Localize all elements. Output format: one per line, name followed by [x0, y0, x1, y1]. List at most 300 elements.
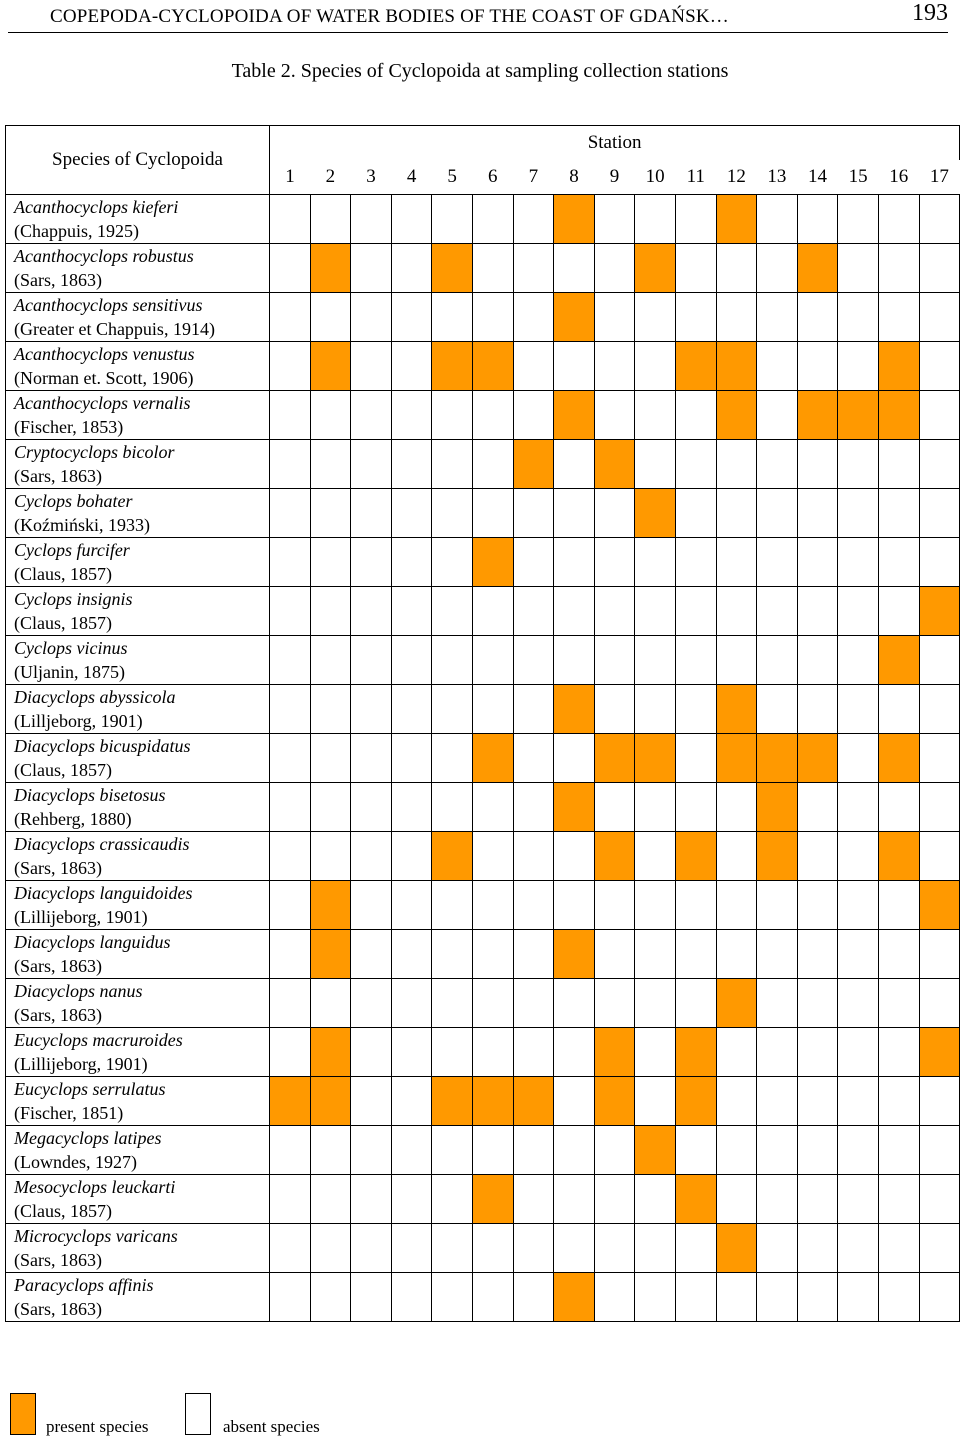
absent-cell: [270, 440, 311, 489]
absent-cell: [675, 636, 716, 685]
absent-cell: [351, 1273, 392, 1322]
absent-cell: [351, 587, 392, 636]
absent-cell: [472, 636, 513, 685]
absent-cell: [675, 489, 716, 538]
absent-cell: [391, 342, 432, 391]
absent-cell: [351, 783, 392, 832]
species-cell: [6, 1175, 270, 1224]
absent-cell: [554, 244, 595, 293]
absent-cell: [797, 832, 838, 881]
station-number: 2: [310, 160, 351, 195]
present-swatch: [10, 1393, 36, 1435]
absent-cell: [878, 1175, 919, 1224]
absent-cell: [878, 195, 919, 244]
absent-cell: [675, 930, 716, 979]
present-cell: [432, 244, 473, 293]
present-cell: [310, 244, 351, 293]
present-cell: [716, 685, 757, 734]
absent-cell: [878, 587, 919, 636]
present-cell: [554, 391, 595, 440]
absent-cell: [554, 1126, 595, 1175]
absent-cell: [351, 293, 392, 342]
present-cell: [554, 195, 595, 244]
absent-cell: [472, 1224, 513, 1273]
absent-cell: [594, 342, 635, 391]
absent-cell: [351, 1126, 392, 1175]
species-cell: [6, 244, 270, 293]
present-cell: [310, 1077, 351, 1126]
absent-cell: [675, 979, 716, 1028]
absent-cell: [635, 342, 676, 391]
station-number: 1: [270, 160, 311, 195]
absent-cell: [838, 342, 879, 391]
absent-cell: [675, 685, 716, 734]
absent-cell: [351, 685, 392, 734]
absent-cell: [635, 685, 676, 734]
absent-cell: [472, 930, 513, 979]
species-author: (Sars, 1863): [14, 1299, 102, 1319]
absent-cell: [513, 1224, 554, 1273]
absent-cell: [594, 1224, 635, 1273]
species-name: Eucyclops serrulatus: [14, 1079, 166, 1099]
species-cell: [6, 1077, 270, 1126]
present-cell: [878, 391, 919, 440]
absent-cell: [838, 979, 879, 1028]
absent-cell: [391, 538, 432, 587]
absent-cell: [432, 1273, 473, 1322]
species-name: Acanthocyclops robustus: [14, 246, 194, 266]
absent-cell: [351, 734, 392, 783]
absent-cell: [391, 1126, 432, 1175]
absent-cell: [472, 685, 513, 734]
absent-cell: [432, 489, 473, 538]
absent-cell: [757, 293, 798, 342]
absent-cell: [716, 489, 757, 538]
present-cell: [513, 1077, 554, 1126]
absent-cell: [351, 440, 392, 489]
table-row: [6, 391, 960, 440]
absent-cell: [757, 342, 798, 391]
absent-cell: [270, 391, 311, 440]
absent-cell: [554, 636, 595, 685]
absent-cell: [797, 293, 838, 342]
absent-cell: [310, 685, 351, 734]
absent-cell: [351, 1077, 392, 1126]
present-cell: [635, 489, 676, 538]
absent-cell: [594, 1273, 635, 1322]
absent-cell: [554, 440, 595, 489]
present-cell: [757, 832, 798, 881]
species-cell: [6, 587, 270, 636]
absent-cell: [391, 881, 432, 930]
present-cell: [757, 734, 798, 783]
absent-cell: [635, 1175, 676, 1224]
absent-cell: [432, 391, 473, 440]
absent-cell: [310, 832, 351, 881]
species-author: (Norman et. Scott, 1906): [14, 368, 194, 388]
absent-cell: [797, 489, 838, 538]
absent-cell: [675, 1224, 716, 1273]
page-number: 193: [912, 0, 948, 26]
absent-cell: [838, 783, 879, 832]
species-cell: [6, 195, 270, 244]
species-name: Cyclops vicinus: [14, 638, 128, 658]
absent-cell: [757, 1273, 798, 1322]
species-column-header: Species of Cyclopoida: [6, 126, 270, 195]
present-cell: [878, 734, 919, 783]
present-cell: [757, 783, 798, 832]
absent-cell: [472, 1273, 513, 1322]
absent-label: absent species: [223, 1417, 320, 1436]
present-cell: [716, 1224, 757, 1273]
absent-cell: [513, 489, 554, 538]
absent-cell: [391, 293, 432, 342]
absent-cell: [919, 538, 960, 587]
absent-cell: [432, 930, 473, 979]
absent-cell: [310, 1175, 351, 1224]
absent-cell: [270, 587, 311, 636]
absent-cell: [472, 391, 513, 440]
running-title: COPEPODA-CYCLOPOIDA OF WATER BODIES OF THE COAST OF GDAŃSK…: [50, 6, 729, 27]
absent-cell: [919, 979, 960, 1028]
station-number: 14: [797, 160, 838, 195]
present-cell: [919, 881, 960, 930]
absent-cell: [432, 1224, 473, 1273]
table-row: [6, 244, 960, 293]
absent-cell: [351, 342, 392, 391]
absent-cell: [351, 636, 392, 685]
species-author: (Lillijeborg, 1901): [14, 907, 148, 927]
present-cell: [838, 391, 879, 440]
present-cell: [594, 832, 635, 881]
species-author: (Sars, 1863): [14, 466, 102, 486]
species-cell: [6, 489, 270, 538]
present-cell: [878, 342, 919, 391]
absent-cell: [797, 881, 838, 930]
present-cell: [675, 342, 716, 391]
absent-cell: [513, 685, 554, 734]
absent-cell: [513, 1028, 554, 1077]
table-caption: Table 2. Species of Cyclopoida at sampling collection stations: [231, 60, 729, 82]
absent-cell: [878, 440, 919, 489]
absent-cell: [919, 440, 960, 489]
present-cell: [635, 244, 676, 293]
absent-cell: [716, 636, 757, 685]
absent-cell: [513, 1126, 554, 1175]
absent-cell: [270, 685, 311, 734]
species-name: Diacyclops languidoides: [14, 883, 193, 903]
absent-cell: [919, 783, 960, 832]
table-row: [6, 685, 960, 734]
absent-cell: [594, 195, 635, 244]
present-cell: [432, 342, 473, 391]
present-cell: [554, 1273, 595, 1322]
absent-cell: [797, 979, 838, 1028]
species-cell: [6, 979, 270, 1028]
station-group-header: Station: [270, 126, 960, 161]
absent-cell: [513, 1273, 554, 1322]
absent-cell: [838, 1126, 879, 1175]
absent-cell: [838, 195, 879, 244]
absent-cell: [878, 930, 919, 979]
absent-cell: [878, 685, 919, 734]
species-name: Cyclops insignis: [14, 589, 133, 609]
absent-cell: [594, 293, 635, 342]
species-cell: [6, 1273, 270, 1322]
absent-cell: [310, 391, 351, 440]
absent-cell: [675, 783, 716, 832]
absent-cell: [919, 685, 960, 734]
page-header: [8, 0, 948, 33]
absent-cell: [472, 783, 513, 832]
absent-cell: [432, 1175, 473, 1224]
species-name: Diacyclops bicuspidatus: [14, 736, 191, 756]
absent-cell: [310, 734, 351, 783]
present-cell: [472, 538, 513, 587]
absent-cell: [635, 979, 676, 1028]
present-cell: [432, 832, 473, 881]
absent-cell: [716, 930, 757, 979]
station-number: 15: [838, 160, 879, 195]
table-row: [6, 881, 960, 930]
absent-cell: [391, 685, 432, 734]
species-author: (Claus, 1857): [14, 564, 112, 584]
species-name: Diacyclops languidus: [14, 932, 171, 952]
absent-cell: [594, 391, 635, 440]
table-row: [6, 1224, 960, 1273]
present-cell: [513, 440, 554, 489]
absent-cell: [594, 979, 635, 1028]
table-row: [6, 783, 960, 832]
absent-cell: [716, 244, 757, 293]
absent-cell: [757, 391, 798, 440]
species-cell: [6, 685, 270, 734]
table-row: [6, 1077, 960, 1126]
absent-cell: [757, 1126, 798, 1175]
absent-cell: [878, 244, 919, 293]
absent-cell: [919, 930, 960, 979]
absent-cell: [513, 783, 554, 832]
species-cell: [6, 293, 270, 342]
absent-cell: [797, 342, 838, 391]
absent-cell: [757, 1224, 798, 1273]
absent-cell: [594, 1175, 635, 1224]
present-cell: [716, 342, 757, 391]
present-cell: [675, 832, 716, 881]
absent-cell: [878, 293, 919, 342]
species-cell: [6, 1126, 270, 1175]
species-author: (Koźmiński, 1933): [14, 515, 150, 535]
absent-cell: [716, 1273, 757, 1322]
absent-cell: [270, 930, 311, 979]
absent-cell: [391, 440, 432, 489]
absent-cell: [554, 538, 595, 587]
absent-cell: [270, 1175, 311, 1224]
absent-cell: [757, 195, 798, 244]
absent-cell: [554, 1077, 595, 1126]
absent-cell: [878, 1077, 919, 1126]
absent-cell: [919, 244, 960, 293]
absent-cell: [716, 1028, 757, 1077]
absent-cell: [675, 881, 716, 930]
station-number: 7: [513, 160, 554, 195]
table-body: [6, 195, 960, 1322]
absent-cell: [432, 734, 473, 783]
absent-cell: [838, 440, 879, 489]
present-cell: [432, 1077, 473, 1126]
absent-cell: [432, 293, 473, 342]
species-author: (Fischer, 1851): [14, 1103, 124, 1123]
absent-cell: [797, 587, 838, 636]
species-cell: [6, 538, 270, 587]
absent-cell: [554, 1224, 595, 1273]
station-number: 16: [878, 160, 919, 195]
absent-cell: [757, 244, 798, 293]
absent-cell: [716, 881, 757, 930]
absent-cell: [594, 489, 635, 538]
present-cell: [472, 342, 513, 391]
absent-cell: [878, 783, 919, 832]
absent-cell: [838, 293, 879, 342]
absent-cell: [310, 489, 351, 538]
absent-cell: [270, 1224, 311, 1273]
absent-cell: [878, 1028, 919, 1077]
absent-cell: [391, 391, 432, 440]
absent-cell: [391, 832, 432, 881]
absent-cell: [270, 783, 311, 832]
absent-cell: [472, 1028, 513, 1077]
absent-cell: [310, 1273, 351, 1322]
absent-cell: [351, 195, 392, 244]
absent-cell: [716, 1077, 757, 1126]
absent-cell: [554, 489, 595, 538]
absent-cell: [675, 538, 716, 587]
absent-cell: [554, 342, 595, 391]
present-cell: [716, 979, 757, 1028]
present-cell: [797, 391, 838, 440]
present-cell: [675, 1028, 716, 1077]
absent-cell: [716, 587, 757, 636]
absent-cell: [472, 489, 513, 538]
absent-cell: [757, 881, 798, 930]
absent-cell: [310, 293, 351, 342]
absent-cell: [757, 489, 798, 538]
absent-cell: [919, 489, 960, 538]
absent-cell: [310, 979, 351, 1028]
species-name: Acanthocyclops venustus: [14, 344, 195, 364]
present-cell: [675, 1175, 716, 1224]
absent-cell: [675, 195, 716, 244]
species-cell: [6, 930, 270, 979]
absent-cell: [919, 832, 960, 881]
absent-cell: [432, 195, 473, 244]
absent-cell: [878, 881, 919, 930]
absent-cell: [391, 1028, 432, 1077]
absent-cell: [351, 489, 392, 538]
species-cell: [6, 1224, 270, 1273]
absent-cell: [270, 832, 311, 881]
species-name: Diacyclops abyssicola: [14, 687, 176, 707]
species-name: Cryptocyclops bicolor: [14, 442, 175, 462]
absent-cell: [675, 1126, 716, 1175]
absent-cell: [919, 734, 960, 783]
absent-cell: [472, 195, 513, 244]
species-author: (Rehberg, 1880): [14, 809, 132, 829]
absent-cell: [635, 783, 676, 832]
absent-cell: [797, 1175, 838, 1224]
species-cell: [6, 881, 270, 930]
table-row: [6, 195, 960, 244]
absent-cell: [675, 391, 716, 440]
present-cell: [594, 1028, 635, 1077]
species-name: Acanthocyclops vernalis: [14, 393, 191, 413]
absent-cell: [351, 930, 392, 979]
species-cell: [6, 391, 270, 440]
absent-cell: [716, 783, 757, 832]
absent-cell: [878, 538, 919, 587]
species-cell: [6, 734, 270, 783]
present-cell: [554, 930, 595, 979]
absent-cell: [594, 1126, 635, 1175]
absent-cell: [635, 1273, 676, 1322]
absent-cell: [797, 783, 838, 832]
absent-cell: [757, 538, 798, 587]
species-author: (Lowndes, 1927): [14, 1152, 137, 1172]
absent-cell: [391, 244, 432, 293]
absent-cell: [838, 1273, 879, 1322]
absent-cell: [594, 930, 635, 979]
station-number: 13: [757, 160, 798, 195]
absent-cell: [757, 685, 798, 734]
absent-cell: [391, 930, 432, 979]
station-number: 6: [472, 160, 513, 195]
absent-cell: [675, 587, 716, 636]
absent-cell: [716, 832, 757, 881]
absent-cell: [919, 342, 960, 391]
absent-cell: [513, 881, 554, 930]
present-cell: [919, 587, 960, 636]
absent-cell: [919, 1126, 960, 1175]
species-cell: [6, 440, 270, 489]
absent-cell: [716, 538, 757, 587]
absent-cell: [432, 636, 473, 685]
absent-cell: [432, 1028, 473, 1077]
absent-cell: [391, 734, 432, 783]
table-row: [6, 1273, 960, 1322]
present-cell: [472, 734, 513, 783]
absent-cell: [878, 489, 919, 538]
present-cell: [594, 440, 635, 489]
absent-cell: [838, 636, 879, 685]
table-row: [6, 979, 960, 1028]
table-row: [6, 293, 960, 342]
absent-cell: [554, 881, 595, 930]
absent-cell: [472, 587, 513, 636]
absent-cell: [554, 1028, 595, 1077]
absent-cell: [432, 685, 473, 734]
absent-cell: [310, 636, 351, 685]
absent-cell: [513, 636, 554, 685]
legend: [10, 1385, 340, 1442]
absent-cell: [797, 1077, 838, 1126]
absent-cell: [635, 538, 676, 587]
absent-cell: [878, 1126, 919, 1175]
absent-cell: [716, 440, 757, 489]
absent-cell: [513, 391, 554, 440]
absent-cell: [878, 1273, 919, 1322]
absent-cell: [513, 342, 554, 391]
present-cell: [797, 244, 838, 293]
